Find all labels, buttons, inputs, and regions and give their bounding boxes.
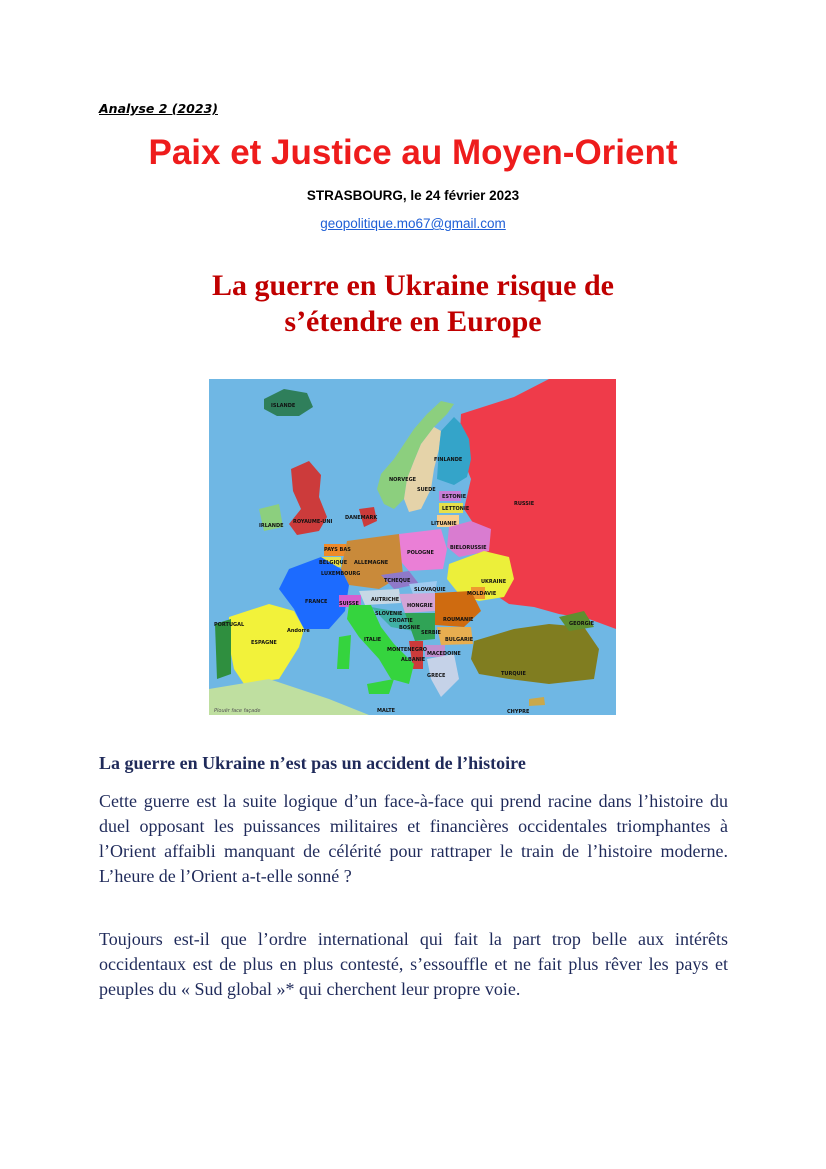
map-label-montenegro: MONTENEGRO [387,647,428,653]
map-label-danemark: DANEMARK [345,515,378,521]
map-label-france: FRANCE [305,599,328,605]
map-label-italie: ITALIE [364,637,382,643]
map-label-bosnie: BOSNIE [399,625,421,631]
map-label-hongrie: HONGRIE [407,603,433,609]
article-headline [0,268,826,340]
map-label-malte: MALTE [377,708,396,714]
europe-map [209,379,616,715]
map-label-grece: GRECE [427,673,446,679]
map-label-pologne: POLOGNE [407,550,434,556]
series-label: Analyse 2 (2023) [99,101,218,116]
map-label-slovaquie: SLOVAQUIE [414,587,446,593]
map-label-lettonie: LETTONIE [442,506,470,512]
section-title: La guerre en Ukraine n’est pas un accident de l’histoire [99,753,526,773]
headline-line-1: La guerre en Ukraine risque de [212,269,614,302]
map-label-portugal: PORTUGAL [214,622,245,628]
map-label-roumanie: ROUMANIE [443,617,474,623]
headline-line-2: s’étendre en Europe [284,305,542,338]
map-label-serbie: SERBIE [421,630,441,636]
email-link[interactable]: geopolitique.mo67@gmail.com [320,216,506,231]
organization-title: Paix et Justice au Moyen-Orient [148,133,678,172]
map-credit: Plouër face façade [214,708,261,714]
map-label-espagne: ESPAGNE [251,640,277,646]
map-label-bulgarie: BULGARIE [445,637,474,643]
map-label-suisse: SUISSE [339,601,359,607]
paragraph-1: Cette guerre est la suite logique d’un face-à-face qui prend racine dans l’histoire du duel opposant les puissances militaires et financières occidentales triomphantes à l’Orient affaibli manquant de célérité pour rattraper le train de l’histoire moderne. L’heure de l’Orient a-t-elle sonné ? [99,791,728,886]
map-label-lituanie: LITUANIE [431,521,457,527]
europe-map-graphic [209,379,616,715]
map-label-royaume-uni: ROYAUME-UNI [293,519,333,525]
map-label-norvege: NORVEGE [389,477,417,483]
map-label-macedoine: MACEDOINE [427,651,461,657]
map-label-autriche: AUTRICHE [371,597,400,603]
map-label-albanie: ALBANIE [401,657,426,663]
map-label-georgie: GEORGIE [569,621,594,627]
map-label-chypre: CHYPRE [507,709,530,715]
map-label-bielorussie: BIELORUSSIE [450,545,487,551]
map-label-russie: RUSSIE [514,501,535,507]
map-label-allemagne: ALLEMAGNE [354,560,389,566]
map-label-finlande: FINLANDE [434,457,463,463]
map-label-turquie: TURQUIE [501,671,526,677]
map-label-pays-bas: PAYS BAS [324,547,351,553]
map-label-croatie: CROATIE [389,618,413,624]
map-label-slovenie: SLOVENIE [375,611,403,617]
map-label-belgique: BELGIQUE [319,560,348,566]
map-label-tcheque: TCHEQUE [384,578,411,584]
map-label-moldavie: MOLDAVIE [467,591,497,597]
map-label-luxembourg: LUXEMBOURG [321,571,361,577]
map-label-irlande: IRLANDE [259,523,284,529]
map-label-islande: ISLANDE [271,403,296,409]
map-label-suede: SUEDE [417,487,436,493]
paragraph-2: Toujours est-il que l’ordre international qui fait la part trop belle aux intérêts occidentaux est de plus en plus contesté, s’essouffle et ne fait plus rêver les pays et peuples du « Sud global »* qui cherchent leur propre voie. [99,929,728,999]
map-label-ukraine: UKRAINE [481,579,507,585]
map-label-estonie: ESTONIE [442,494,467,500]
map-label-andorre: Andorre [287,628,310,634]
dateline: STRASBOURG, le 24 février 2023 [306,188,520,203]
